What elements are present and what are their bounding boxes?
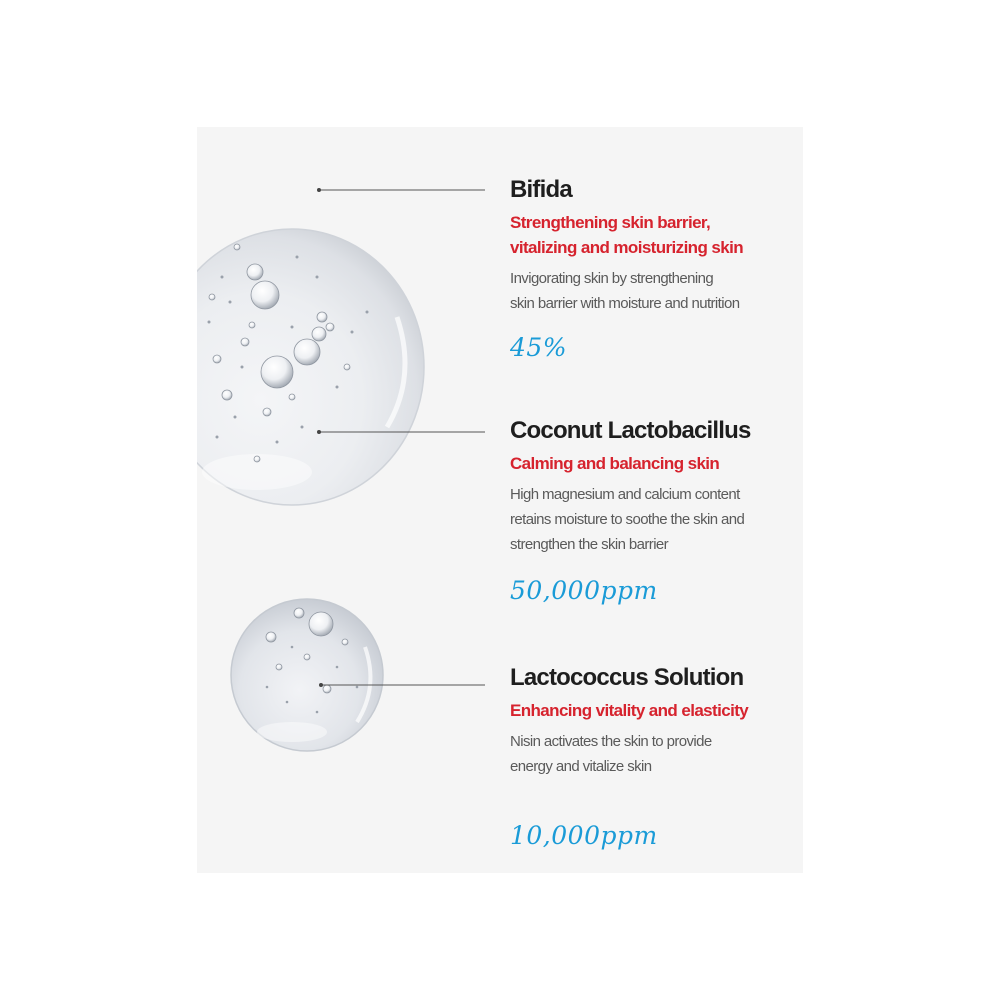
ingredient-description: Nisin activates the skin to provide energy and vitalize skin [510,733,712,775]
large-serum-drop-image [197,229,424,505]
ingredient-benefit: Enhancing vitality and elasticity [510,701,749,720]
ingredient-bifida [510,176,800,316]
ingredient-benefit: Calming and balancing skin [510,454,720,473]
connector-dot [319,683,323,687]
ingredient-title: Bifida [510,176,572,203]
connector-dot [317,430,321,434]
connector-dot [317,188,321,192]
small-serum-drop-image [231,599,383,751]
ingredient-amount: 45% [510,333,568,362]
ingredient-title: Lactococcus Solution [510,664,744,691]
ingredient-title: Coconut Lactobacillus [510,417,751,444]
ingredient-amount: 10,000ppm [510,821,658,850]
ingredient-description: Invigorating skin by strengthening skin barrier with moisture and nutrition [510,270,740,312]
ingredient-coconut-lactobacillus [510,417,800,557]
ingredient-lactococcus-solution [510,664,800,779]
ingredient-panel [197,127,803,873]
ingredient-description: High magnesium and calcium content retains moisture to soothe the skin and strengthen the skin barrier [510,486,745,553]
ingredient-amount: 50,000ppm [510,576,658,605]
ingredient-benefit: Strengthening skin barrier, vitalizing and moisturizing skin [510,213,743,257]
